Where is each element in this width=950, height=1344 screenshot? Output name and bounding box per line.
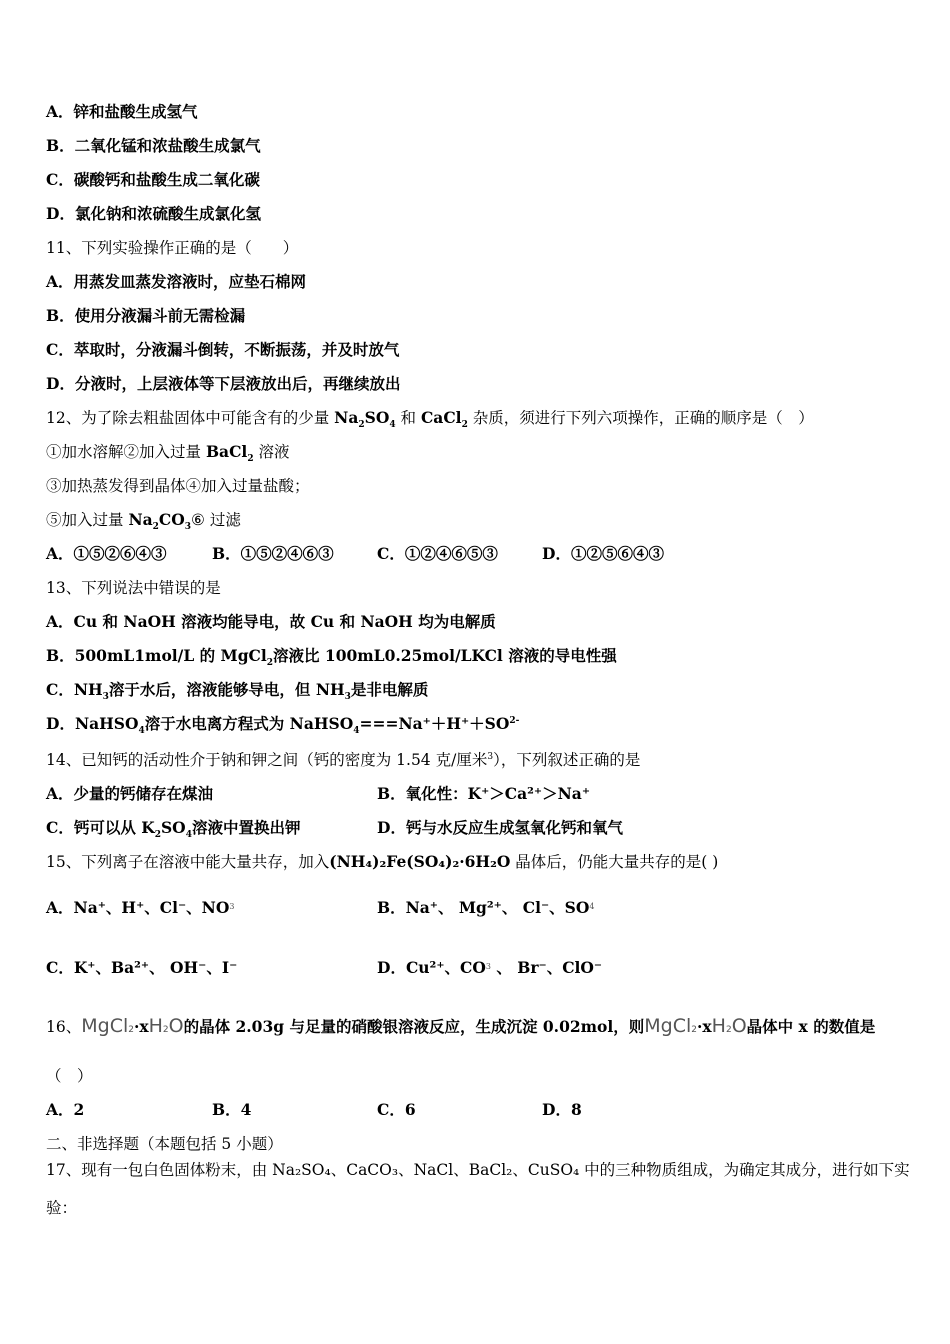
q15-option-a: A．Na⁺、H⁺、Cl⁻、$NO^3$ (46, 898, 235, 917)
q15-option-c: C．K⁺、Ba²⁺、 OH⁻、I⁻ (46, 958, 238, 977)
q17-stem-continued: 验： (46, 1199, 78, 1217)
q16-option-a: A．2 (46, 1100, 85, 1119)
q16-formula-2: MgCl2 (644, 1015, 698, 1037)
q16-option-b: B．4 (212, 1100, 252, 1119)
q11-option-a: A．用蒸发皿蒸发溶液时，应垫石棉网 (46, 272, 307, 291)
q16-option-c: C．6 (377, 1100, 416, 1119)
q10-option-a: A．锌和盐酸生成氢气 (46, 102, 198, 121)
q13-option-c: C．$NH_3$溶于水后，溶液能够导电，但 $NH_3$是非电解质 (46, 680, 429, 703)
q12-option-a: A．①⑤②⑥④③ (46, 544, 167, 563)
q14-option-a: A．少量的钙储存在煤油 (46, 784, 214, 803)
q12-step-line-2: ③加热蒸发得到晶体④加入过量盐酸； (46, 477, 310, 495)
q11-option-b: B．使用分液漏斗前无需检漏 (46, 306, 246, 325)
q14-stem: 14、已知钙的活动性介于钠和钾之间（钙的密度为 1.54 克/厘米$^3$），下列叙述正确的是 (46, 751, 641, 769)
q12-step-line-3: ⑤加入过量 $Na_2CO_3⑥$ 过滤 (46, 510, 241, 533)
q10-option-b: B．二氧化锰和浓盐酸生成氯气 (46, 136, 261, 155)
q10-option-c: C．碳酸钙和盐酸生成二氧化碳 (46, 170, 260, 189)
q12-step-line-1: ①加水溶解②加入过量 BaCl$_2$ 溶液 (46, 442, 290, 465)
q16-stem: 16、MgCl2·xH2O的晶体 2.03g 与足量的硝酸银溶液反应，生成沉淀 0.02mol，则MgCl2·xH2O晶体中 x 的数值是 (46, 1015, 876, 1037)
q13-stem: 13、下列说法中错误的是 (46, 579, 221, 597)
q16-formula-1: MgCl2 (81, 1015, 134, 1037)
q16-option-d: D．8 (542, 1100, 582, 1119)
q12-option-b: B．①⑤②④⑥③ (212, 544, 334, 563)
q15-option-b: B．Na⁺、 Mg²⁺、 Cl⁻、$SO^4$ (377, 898, 595, 917)
q12-stem: 12、为了除去粗盐固体中可能含有的少量 $Na_2SO_4$ 和 CaCl$_2$ 杂质，须进行下列六项操作，正确的顺序是（ ） (46, 408, 814, 431)
q13-option-b: B．500mL1mol/L 的 MgCl$_2$溶液比 100mL0.25mol/LKCl 溶液的导电性强 (46, 646, 617, 669)
q14-option-c: C．钙可以从 $K_2SO_4$溶液中置换出钾 (46, 818, 301, 841)
q11-stem: 11、下列实验操作正确的是（ ） (46, 239, 299, 257)
q14-option-d: D．钙与水反应生成氢氧化钙和氧气 (377, 818, 623, 837)
section-2-heading: 二、非选择题（本题包括 5 小题） (46, 1135, 283, 1153)
q12-option-c: C．①②④⑥⑤③ (377, 544, 498, 563)
q15-stem: 15、下列离子在溶液中能大量共存，加入(NH₄)₂Fe(SO₄)₂·6H₂O 晶体后，仍能大量共存的是( ) (46, 852, 719, 871)
q13-option-a: A．Cu 和 NaOH 溶液均能导电，故 Cu 和 NaOH 均为电解质 (46, 612, 496, 631)
q16-answer-paren: （ ） (46, 1067, 93, 1085)
q10-option-d: D．氯化钠和浓硫酸生成氯化氢 (46, 204, 261, 223)
q15-option-d: D．Cu²⁺、$CO^3$ 、 Br⁻、ClO⁻ (377, 958, 603, 977)
q11-option-d: D．分液时，上层液体等下层液放出后，再继续放出 (46, 374, 401, 393)
q17-stem: 17、现有一包白色固体粉末，由 Na₂SO₄、CaCO₃、NaCl、BaCl₂、CuSO₄ 中的三种物质组成，为确定其成分，进行如下实 (46, 1161, 910, 1179)
q12-option-d: D．①②⑤⑥④③ (542, 544, 664, 563)
q13-option-d: D．NaHSO$_4$溶于水电离方程式为 $NaHSO_4===Na^++H^++SO^{2-}$ (46, 714, 520, 737)
q14-option-b: B．氧化性：K⁺＞Ca²⁺＞Na⁺ (377, 784, 590, 803)
q11-option-c: C．萃取时，分液漏斗倒转，不断振荡，并及时放气 (46, 340, 400, 359)
